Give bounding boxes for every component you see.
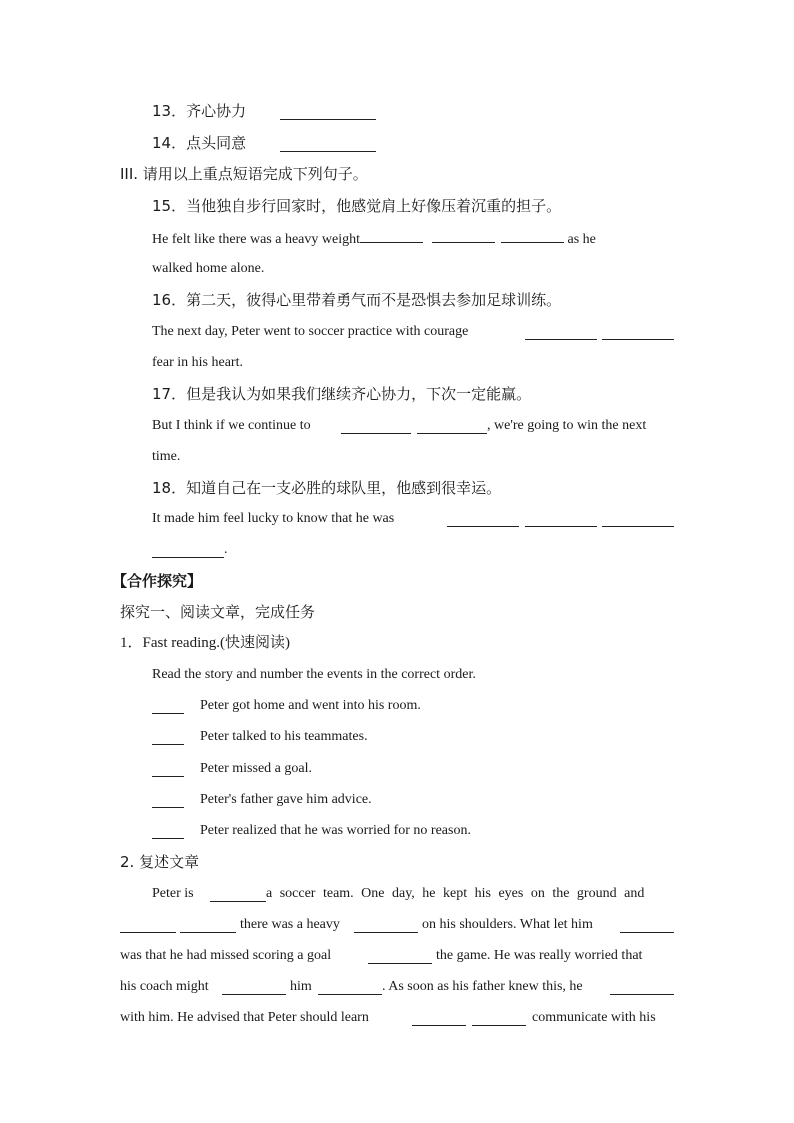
item-16-text: The next day, Peter went to soccer practice with courage: [152, 324, 469, 339]
answer-blank[interactable]: [280, 105, 376, 120]
order-blank[interactable]: [152, 793, 184, 808]
answer-blank[interactable]: [360, 228, 423, 243]
order-blank[interactable]: [152, 699, 184, 714]
answer-blank[interactable]: [412, 1011, 466, 1026]
retell-text: him: [290, 979, 312, 994]
item-15-english-line1: [152, 228, 626, 250]
answer-blank[interactable]: [525, 325, 597, 340]
order-blank[interactable]: [152, 762, 184, 777]
answer-blank[interactable]: [280, 137, 376, 152]
item-18-chinese: 18．知道自己在一支必胜的球队里，他感到很幸运。: [152, 479, 502, 497]
item-15-text-end: as he: [567, 232, 596, 247]
item-16-english-line1: [152, 322, 468, 342]
answer-blank[interactable]: [152, 543, 224, 558]
event-item: Peter's father gave him advice.: [200, 792, 372, 807]
fast-reading-title: 1．Fast reading.(快速阅读): [120, 635, 290, 651]
retell-text: with him. He advised that Peter should learn: [120, 1010, 369, 1025]
cooperation-heading: 【合作探究】: [112, 572, 203, 590]
event-item: Peter missed a goal.: [200, 761, 312, 776]
item-16-chinese: 16．第二天，彼得心里带着勇气而不是恐惧去参加足球训练。: [152, 291, 562, 309]
answer-blank[interactable]: [318, 980, 382, 995]
fast-reading-instruction: Read the story and number the events in the correct order.: [152, 667, 476, 682]
retell-text: a soccer team. One day, he kept his eyes on the ground and: [266, 886, 645, 901]
answer-blank[interactable]: [447, 512, 519, 527]
answer-blank[interactable]: [602, 512, 674, 527]
item-17-english-line2: time.: [152, 449, 181, 464]
answer-blank[interactable]: [368, 949, 432, 964]
task-1-heading: 探究一、阅读文章，完成任务: [120, 603, 316, 621]
item-13-number: 13．: [152, 102, 187, 120]
answer-blank[interactable]: [354, 918, 418, 933]
retell-text: communicate with his: [532, 1010, 656, 1025]
answer-blank[interactable]: [472, 1011, 526, 1026]
item-18-period: .: [224, 542, 228, 557]
answer-blank[interactable]: [525, 512, 597, 527]
answer-blank[interactable]: [432, 228, 495, 243]
order-blank[interactable]: [152, 730, 184, 745]
section-3-title: III. 请用以上重点短语完成下列句子。: [120, 165, 368, 183]
event-item: Peter realized that he was worried for no reason.: [200, 823, 471, 838]
retell-text: was that he had missed scoring a goal: [120, 948, 332, 963]
answer-blank[interactable]: [501, 228, 564, 243]
retell-text: . As soon as his father knew this, he: [382, 979, 583, 994]
retell-text: the game. He was really worried that: [436, 948, 643, 963]
retell-text: Peter is: [152, 886, 194, 901]
answer-blank[interactable]: [602, 325, 674, 340]
item-17-text-start: But I think if we continue to: [152, 418, 311, 433]
item-15-english-line2: walked home alone.: [152, 261, 265, 276]
retell-text: there was a heavy: [240, 917, 340, 932]
answer-blank[interactable]: [222, 980, 286, 995]
item-15-text: He felt like there was a heavy weight: [152, 232, 360, 247]
answer-blank[interactable]: [417, 419, 487, 434]
item-13-text: 齐心协力: [186, 102, 247, 120]
answer-blank[interactable]: [180, 918, 236, 933]
order-blank[interactable]: [152, 824, 184, 839]
item-15-chinese: 15．当他独自步行回家时，他感觉肩上好像压着沉重的担子。: [152, 197, 562, 215]
item-14-number: 14．: [152, 134, 187, 152]
item-16-english-line2: fear in his heart.: [152, 355, 243, 370]
answer-blank[interactable]: [120, 918, 176, 933]
item-13: [152, 101, 246, 121]
item-17-text-end: , we're going to win the next: [487, 418, 647, 433]
answer-blank[interactable]: [620, 918, 674, 933]
item-14: [152, 133, 246, 153]
retell-text: his coach might: [120, 979, 209, 994]
item-14-text: 点头同意: [186, 134, 247, 152]
answer-blank[interactable]: [210, 887, 266, 902]
retell-title: 2. 复述文章: [120, 853, 200, 871]
item-17-chinese: 17．但是我认为如果我们继续齐心协力，下次一定能赢。: [152, 385, 532, 403]
retell-text: on his shoulders. What let him: [422, 917, 593, 932]
answer-blank[interactable]: [610, 980, 674, 995]
answer-blank[interactable]: [341, 419, 411, 434]
event-item: Peter got home and went into his room.: [200, 698, 421, 713]
item-18-text: It made him feel lucky to know that he was: [152, 511, 395, 526]
event-item: Peter talked to his teammates.: [200, 729, 368, 744]
